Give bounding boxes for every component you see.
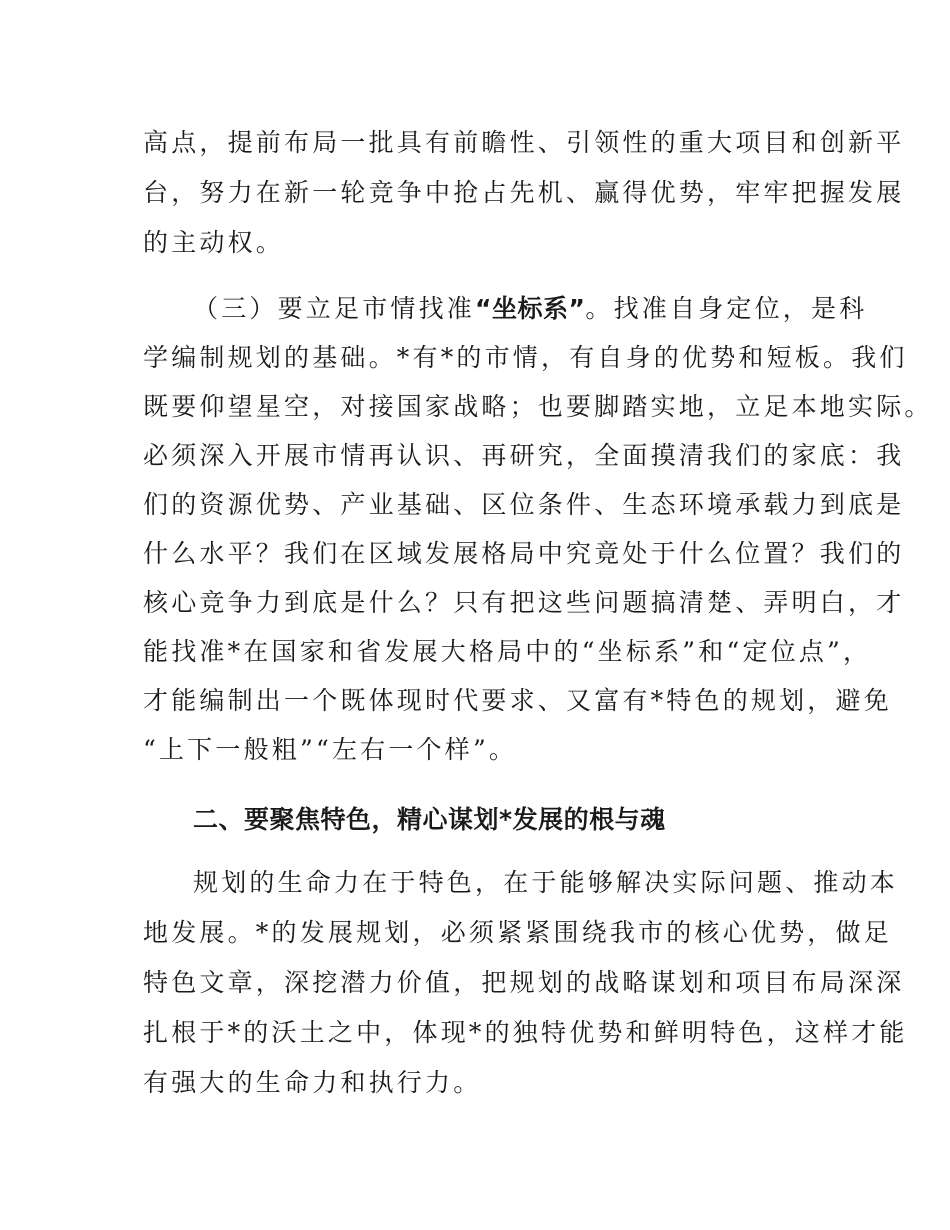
text-line: 能找准*在国家和省发展大格局中的“坐标系”和“定位点”， xyxy=(143,637,872,666)
text-line: 地发展。*的发展规划，必须紧紧围绕我市的核心优势，做足 xyxy=(143,918,892,947)
text-line: 学编制规划的基础。*有*的市情，有自身的优势和短板。我们 xyxy=(143,343,908,372)
text-line: 规划的生命力在于特色，在于能够解决实际问题、推动本 xyxy=(193,868,899,897)
text-line: 们的资源优势、产业基础、区位条件、生态环境承载力到底是 xyxy=(143,490,905,519)
text-line: 的主动权。 xyxy=(143,228,285,257)
subheading-suffix: 。找准自身定位，是科 xyxy=(585,294,868,323)
text-line: 核心竞争力到底是什么？只有把这些问题搞清楚、弄明白，才 xyxy=(143,588,905,617)
text-line: 特色文章，深挖潜力价值，把规划的战略谋划和项目布局深深 xyxy=(143,968,905,997)
text-line: 高点，提前布局一批具有前瞻性、引领性的重大项目和创新平 xyxy=(143,128,905,157)
section-subheading-line xyxy=(193,294,867,324)
text-line: 台，努力在新一轮竞争中抢占先机、赢得优势，牢牢把握发展 xyxy=(143,178,905,207)
text-line: 什么水平？我们在区域发展格局中究竟处于什么位置？我们的 xyxy=(143,539,905,568)
subheading-keyword: “坐标系” xyxy=(475,294,586,323)
text-line: 扎根于*的沃土之中，体现*的独特优势和鲜明特色，这样才能 xyxy=(143,1018,908,1047)
subheading-prefix: （三）要立足市情找准 xyxy=(193,294,476,323)
text-line: 有强大的生命力和执行力。 xyxy=(143,1068,482,1097)
text-line: 必须深入开展市情再认识、再研究，全面摸清我们的家底：我 xyxy=(143,441,905,470)
section-heading: 二、要聚焦特色，精心谋划*发展的根与魂 xyxy=(193,805,666,834)
text-line: “上下一般粗”“左右一个样”。 xyxy=(143,735,518,764)
text-line: 既要仰望星空，对接国家战略；也要脚踏实地，立足本地实际。 xyxy=(143,392,933,421)
text-line: 才能编制出一个既体现时代要求、又富有*特色的规划，避免 xyxy=(143,686,892,715)
